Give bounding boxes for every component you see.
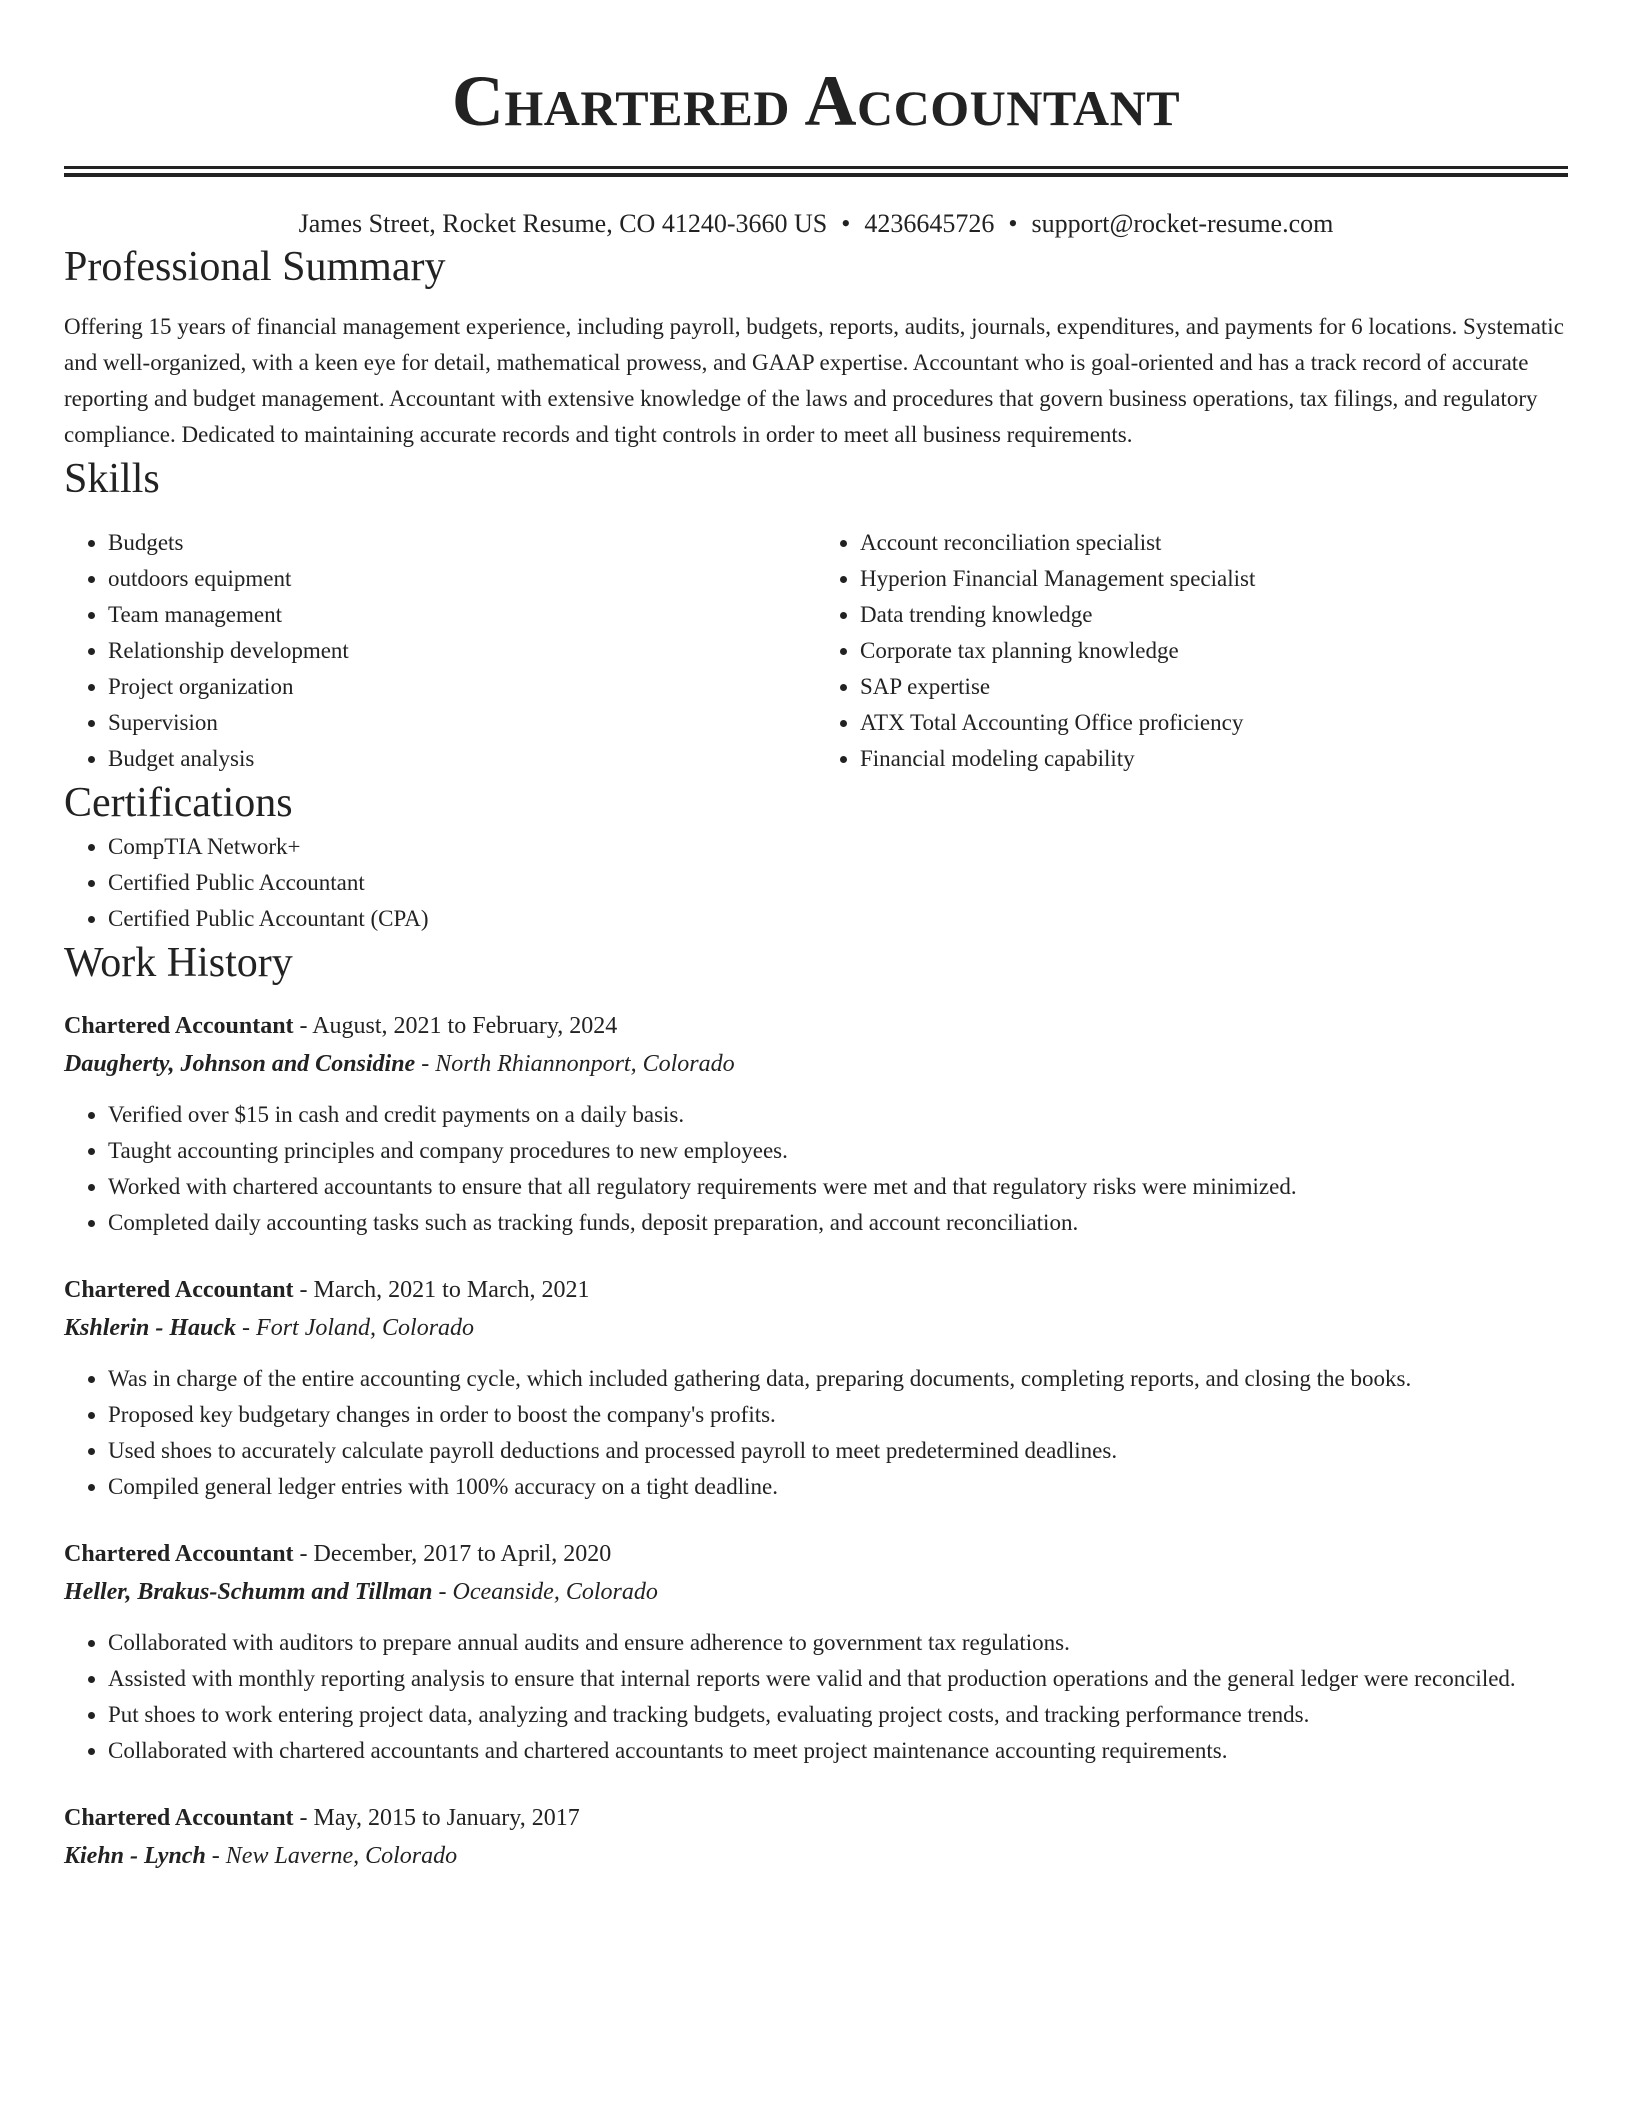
- job-title-line: Chartered Accountant - May, 2015 to January, 2017: [64, 1805, 580, 1831]
- title-divider: [64, 166, 1568, 177]
- certifications-list: [64, 829, 1568, 937]
- job-role: Chartered Accountant: [64, 1013, 294, 1039]
- job-bullet: • Completed daily accounting tasks such as tracking funds, deposit preparation, and account reconciliation.: [108, 1205, 1568, 1241]
- contact-separator: •: [841, 209, 851, 238]
- job-location: North Rhiannonport, Colorado: [435, 1051, 735, 1077]
- job-bullet: • Taught accounting principles and company procedures to new employees.: [108, 1133, 1568, 1169]
- job-bullets: [64, 1097, 1568, 1241]
- skill-item: • Project organization: [108, 669, 816, 705]
- certification-item: • CompTIA Network+: [108, 829, 1568, 865]
- job-location: Fort Joland, Colorado: [256, 1315, 475, 1341]
- job-entry: [64, 1535, 1568, 1769]
- skill-item: • outdoors equipment: [108, 561, 816, 597]
- job-location: New Laverne, Colorado: [225, 1843, 458, 1869]
- skill-item: • ATX Total Accounting Office proficiency: [860, 705, 1568, 741]
- job-title-line: Chartered Accountant - December, 2017 to April, 2020: [64, 1541, 612, 1567]
- job-entry: [64, 1007, 1568, 1241]
- job-bullet: • Proposed key budgetary changes in order to boost the company's profits.: [108, 1397, 1568, 1433]
- contact-email: support@rocket-resume.com: [1031, 209, 1334, 238]
- job-company-line: Kiehn - Lynch - New Laverne, Colorado: [64, 1843, 458, 1869]
- contact-phone: 4236645726: [864, 209, 995, 238]
- job-company: Kiehn - Lynch: [64, 1843, 206, 1869]
- skill-item: • Budget analysis: [108, 741, 816, 777]
- job-company: Daugherty, Johnson and Considine: [64, 1051, 416, 1077]
- skill-item: • Corporate tax planning knowledge: [860, 633, 1568, 669]
- job-bullet: • Collaborated with auditors to prepare annual audits and ensure adherence to government tax regulations.: [108, 1625, 1568, 1661]
- job-dates: December, 2017 to April, 2020: [313, 1541, 612, 1567]
- summary-heading: Professional Summary: [64, 244, 446, 290]
- job-company-line: Heller, Brakus-Schumm and Tillman - Oceanside, Colorado: [64, 1579, 658, 1605]
- job-title-line: Chartered Accountant - March, 2021 to March, 2021: [64, 1277, 590, 1303]
- job-bullet: • Collaborated with chartered accountants and chartered accountants to meet project maintenance accounting requirements.: [108, 1733, 1568, 1769]
- contact-line: [64, 207, 1568, 241]
- job-entry: [64, 1271, 1568, 1505]
- skills-heading: Skills: [64, 456, 160, 502]
- skill-item: • Team management: [108, 597, 816, 633]
- job-role: Chartered Accountant: [64, 1277, 294, 1303]
- job-bullet: • Put shoes to work entering project data, analyzing and tracking budgets, evaluating project costs, and tracking performance trends.: [108, 1697, 1568, 1733]
- job-title-line: Chartered Accountant - August, 2021 to February, 2024: [64, 1013, 618, 1039]
- skill-item: • Relationship development: [108, 633, 816, 669]
- summary-text: Offering 15 years of financial management experience, including payroll, budgets, reports, audits, journals, expenditures, and payments for 6 locations. Systematic and well-organized, with a keen eye for detail, mathematical prowess, and GAAP expertise. Accountant who is goal-oriented and has a track record of accurate reporting and budget management. Accountant with extensive knowledge of the laws and procedures that govern business operations, tax filings, and regulatory compliance. Dedicated to maintaining accurate records and tight controls in order to meet all business requirements.: [64, 314, 1564, 447]
- job-company: Heller, Brakus-Schumm and Tillman: [64, 1579, 433, 1605]
- skills-list-right: [816, 525, 1568, 777]
- work-history-heading: Work History: [64, 940, 293, 986]
- job-role: Chartered Accountant: [64, 1805, 294, 1831]
- skill-item: • Supervision: [108, 705, 816, 741]
- job-bullet: • Used shoes to accurately calculate payroll deductions and processed payroll to meet predetermined deadlines.: [108, 1433, 1568, 1469]
- skill-item: • Data trending knowledge: [860, 597, 1568, 633]
- job-company-line: Daugherty, Johnson and Considine - North Rhiannonport, Colorado: [64, 1051, 735, 1077]
- job-bullets: [64, 1361, 1568, 1505]
- job-bullet: • Worked with chartered accountants to ensure that all regulatory requirements were met and that regulatory risks were minimized.: [108, 1169, 1568, 1205]
- skill-item: • Hyperion Financial Management specialist: [860, 561, 1568, 597]
- certification-item: • Certified Public Accountant: [108, 865, 1568, 901]
- resume-title: Chartered Accountant: [451, 61, 1181, 141]
- job-role: Chartered Accountant: [64, 1541, 294, 1567]
- job-dates: August, 2021 to February, 2024: [312, 1013, 618, 1039]
- job-bullet: • Compiled general ledger entries with 100% accuracy on a tight deadline.: [108, 1469, 1568, 1505]
- contact-address: James Street, Rocket Resume, CO 41240-3660 US: [298, 209, 828, 238]
- job-company: Kshlerin - Hauck: [64, 1315, 237, 1341]
- skills-columns: [64, 525, 1568, 777]
- job-location: Oceanside, Colorado: [452, 1579, 658, 1605]
- job-company-line: Kshlerin - Hauck - Fort Joland, Colorado: [64, 1315, 475, 1341]
- skill-item: • Account reconciliation specialist: [860, 525, 1568, 561]
- certifications-heading: Certifications: [64, 780, 293, 826]
- contact-separator: •: [1008, 209, 1018, 238]
- job-bullets: [64, 1625, 1568, 1769]
- skill-item: • SAP expertise: [860, 669, 1568, 705]
- job-dates: March, 2021 to March, 2021: [313, 1277, 590, 1303]
- job-bullet: • Assisted with monthly reporting analysis to ensure that internal reports were valid and that production operations and the general ledger were reconciled.: [108, 1661, 1568, 1697]
- job-dates: May, 2015 to January, 2017: [313, 1805, 580, 1831]
- job-bullet: • Verified over $15 in cash and credit payments on a daily basis.: [108, 1097, 1568, 1133]
- certification-item: • Certified Public Accountant (CPA): [108, 901, 1568, 937]
- skill-item: • Financial modeling capability: [860, 741, 1568, 777]
- job-entry: [64, 1799, 1568, 1875]
- skill-item: • Budgets: [108, 525, 816, 561]
- skills-list-left: [64, 525, 816, 777]
- job-bullet: • Was in charge of the entire accounting cycle, which included gathering data, preparing documents, completing reports, and closing the books.: [108, 1361, 1568, 1397]
